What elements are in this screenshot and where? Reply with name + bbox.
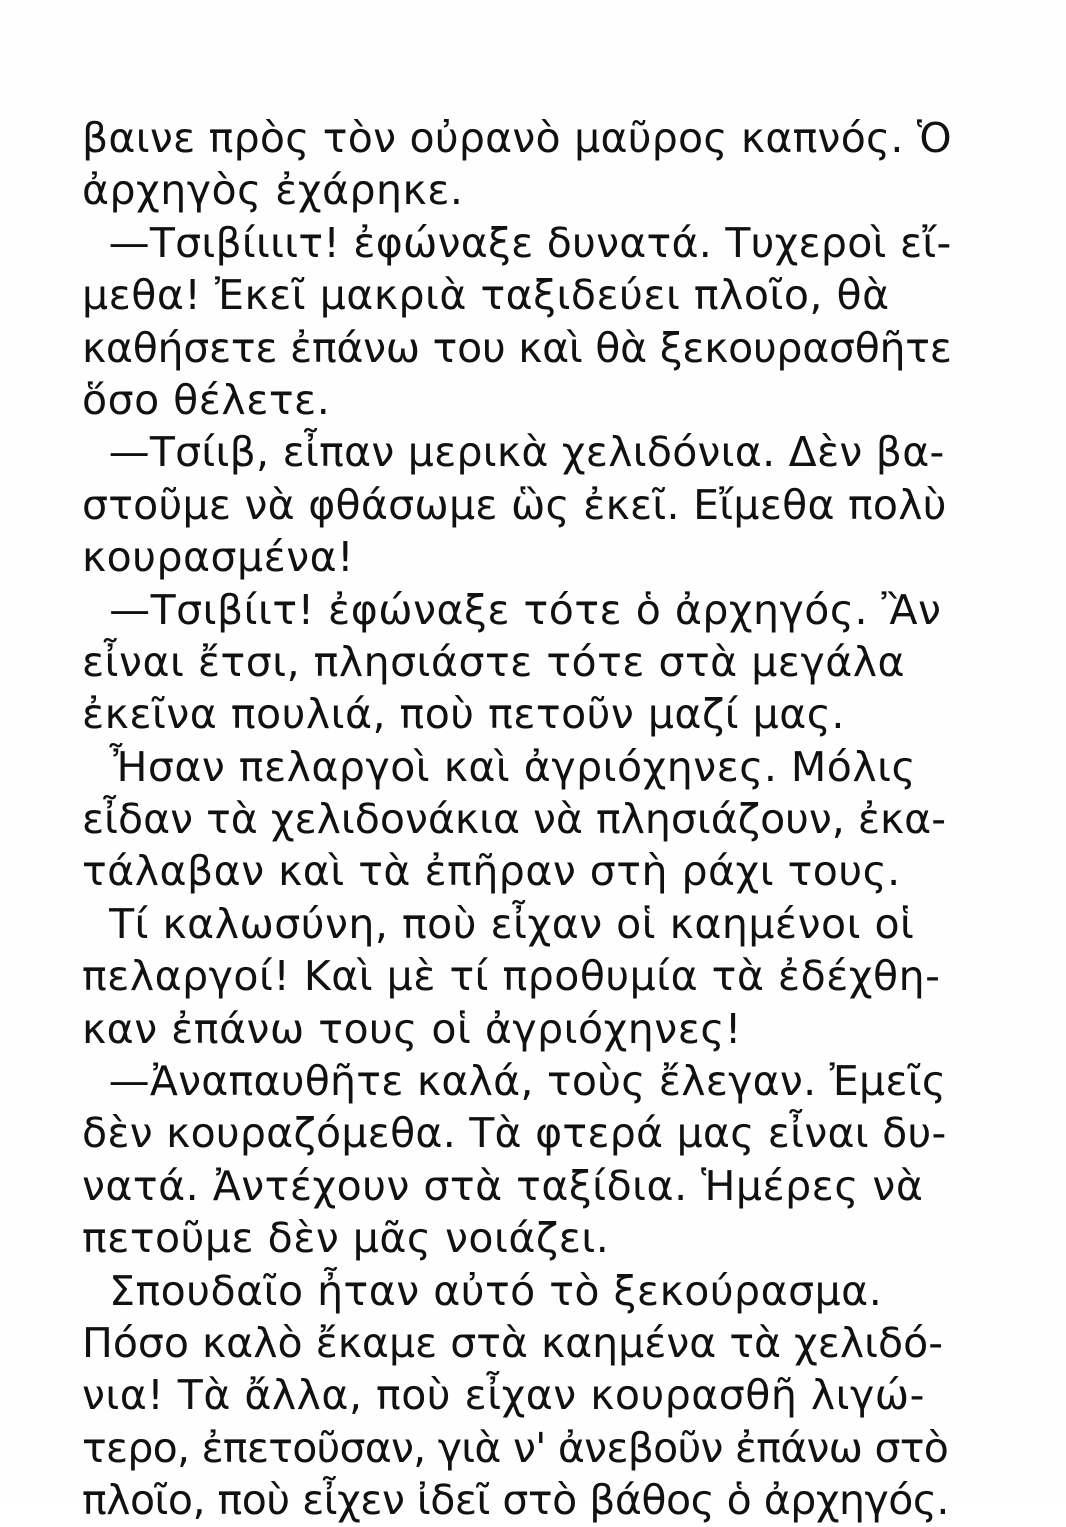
- text-line: εἶδαν τὰ χελιδονάκια νὰ πλησιάζουν, ἐκα-: [82, 795, 947, 844]
- text-line: εἶναι ἔτσι, πλησιάστε τότε στὰ μεγάλα: [82, 637, 906, 686]
- text-line: καν ἐπάνω τους οἱ ἀγριόχηνες!: [82, 1004, 742, 1053]
- text-line: κουρασμένα!: [82, 533, 355, 582]
- text-line: Τί καλωσύνη, ποὺ εἶχαν οἱ καημένοι οἱ: [82, 899, 915, 948]
- text-line: —Τσιβίιιιτ! ἐφώναξε δυνατά. Τυχεροὶ εἴ-: [82, 218, 952, 267]
- text-line: —Τσίιβ, εἶπαν μερικὰ χελιδόνια. Δὲν βα-: [82, 428, 945, 477]
- text-line: στοῦμε νὰ φθάσωμε ὣς ἐκεῖ. Εἴμεθα πολὺ: [82, 480, 947, 529]
- text-line: ἀρχηγὸς ἐχάρηκε.: [82, 166, 464, 215]
- text-line: πλοῖο, ποὺ εἶχεν ἰδεῖ στὸ βάθος ὁ ἀρχηγός.: [82, 1476, 949, 1525]
- text-line: Σπουδαῖο ἦταν αὐτό τὸ ξεκούρασμα.: [82, 1266, 883, 1315]
- text-line: ὅσο θέλετε.: [82, 375, 331, 424]
- text-line: Ἦσαν πελαργοὶ καὶ ἀγριόχηνες. Μόλις: [82, 742, 917, 791]
- text-line: βαινε πρὸς τὸν οὐρανὸ μαῦρος καπνός. Ὁ: [82, 114, 952, 162]
- text-line: τάλαβαν καὶ τὰ ἐπῆραν στὴ ράχι τους.: [82, 847, 901, 896]
- page-text: [82, 112, 952, 1527]
- text-line: Πόσο καλὸ ἔκαμε στὰ καημένα τὰ χελιδό-: [82, 1318, 944, 1367]
- text-line: νια! Τὰ ἄλλα, ποὺ εἶχαν κουρασθῆ λιγώ-: [82, 1371, 925, 1420]
- text-line: νατά. Ἀντέχουν στὰ ταξίδια. Ἡμέρες νὰ: [82, 1161, 924, 1210]
- text-line: πελαργοί! Καὶ μὲ τί προθυμία τὰ ἐδέχθη-: [82, 952, 941, 1001]
- text-line: καθήσετε ἐπάνω του καὶ θὰ ξεκουρασθῆτε: [82, 323, 952, 372]
- text-line: δὲν κουραζόμεθα. Τὰ φτερά μας εἶναι δυ-: [82, 1109, 947, 1158]
- text-line: τερο, ἐπετοῦσαν, γιὰ ν' ἀνεβοῦν ἐπάνω στὸ: [82, 1423, 949, 1472]
- text-line: ἐκεῖνα πουλιά, ποὺ πετοῦν μαζί μας.: [82, 690, 845, 739]
- text-line: —Τσιβίιτ! ἐφώναξε τότε ὁ ἀρχηγός. Ἂν: [82, 585, 942, 634]
- text-line: μεθα! Ἐκεῖ μακριὰ ταξιδεύει πλοῖο, θὰ: [82, 271, 890, 320]
- text-line: πετοῦμε δὲν μᾶς νοιάζει.: [82, 1214, 610, 1263]
- text-line: —Ἀναπαυθῆτε καλά, τοὺς ἔλεγαν. Ἐμεῖς: [82, 1057, 947, 1106]
